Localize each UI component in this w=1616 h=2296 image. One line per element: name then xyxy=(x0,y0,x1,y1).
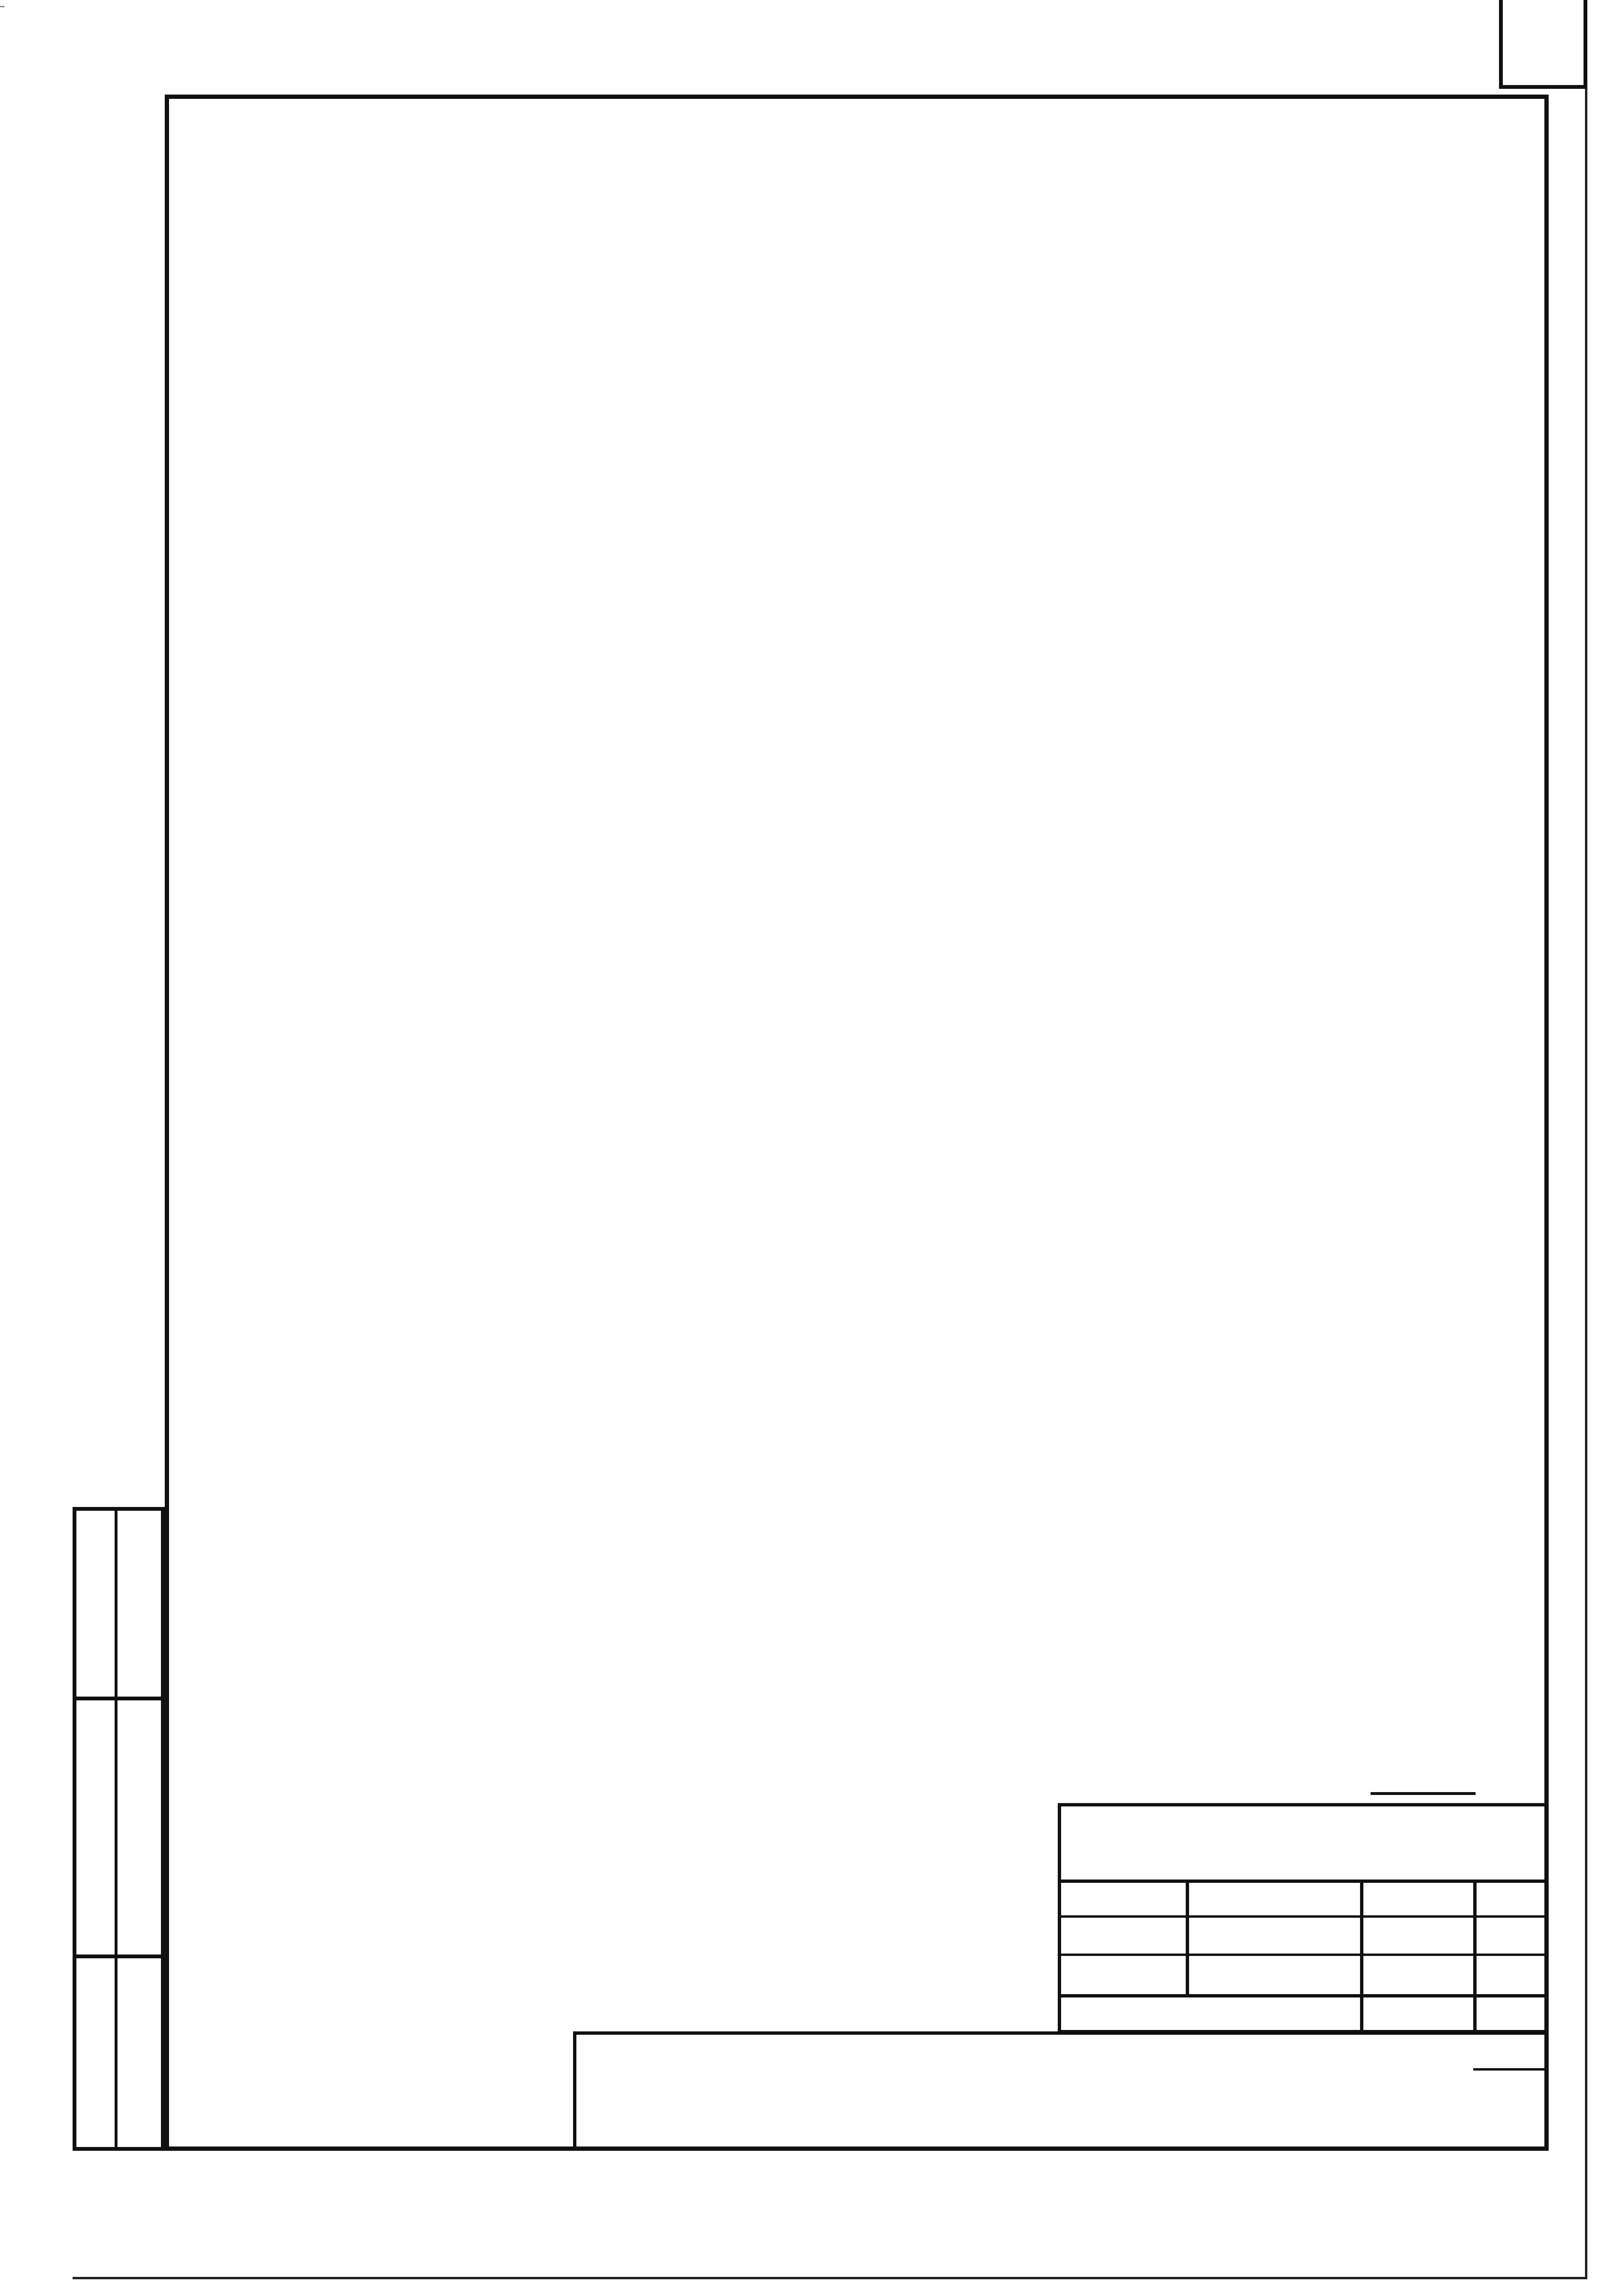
side-stamp-inv-podl xyxy=(73,1958,165,2151)
side-stamp-podp-data xyxy=(73,1700,165,1958)
main-frame xyxy=(165,95,1549,2151)
sheet-number-box xyxy=(1499,0,1587,89)
handwritten-underline xyxy=(1371,1792,1476,1795)
side-stamp-vzam-inv xyxy=(73,1507,165,1700)
